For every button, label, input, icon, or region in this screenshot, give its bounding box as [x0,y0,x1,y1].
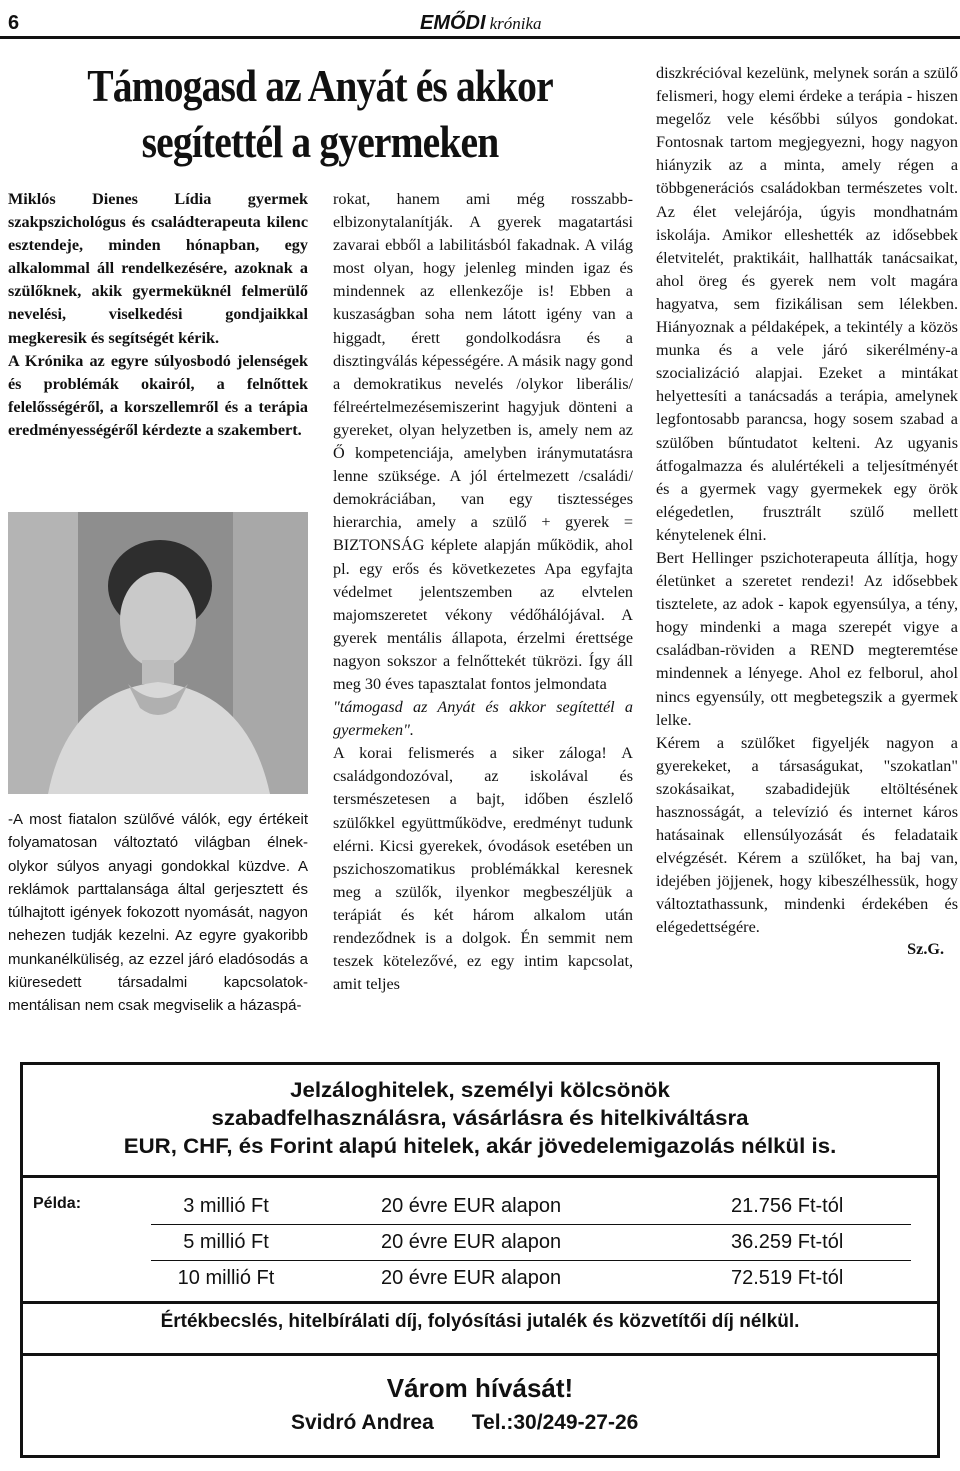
ad-divider-bottom [23,1353,937,1356]
article-column-1-body: -A most fiatalon szülővé válók, egy értékeit folyamatosan változtató világban élnek-olykor súlyos anyagi gondokkal küzdve. A reklámok parttalansága által gerjesztett és túlhajtott igények fokozott nyomását, nagyon nehezen tudják kezelni. Az egyre gyakoribb munkanélküliség, az ezzel járó eladósodás a kiüresedett társadalmi kapcsolatok-mentálisan nem csak megviselik a házaspá- [8,811,308,1015]
article-title [62,58,578,170]
portrait-illustration [8,512,308,794]
loan-term: 20 évre EUR alapon [381,1267,562,1289]
column-2-paragraph-2: A korai felismerés a siker záloga! A családgondozóval, az iskolával és tersmészetesen a bajt, időben észlelő szülőkkel együttműködve, eredményt tudunk elérni. Kicsi gyerekek, óvodások esetében un pszichoszomatikus problémákkal keresnek meg a szülők, ilyenkor megbeszéljük a terápiát és két három alkalom után rendeződnek is a dolgok. Én semmit nem teszek kötelezővé, ez egy intim kapcsolat, amit teljes [333,744,633,994]
loan-amount: 3 millió Ft [183,1195,269,1217]
loan-row [151,1261,911,1297]
masthead-brand: EMŐDI [420,12,486,34]
ad-headline-1: Jelzáloghitelek, személyi kölcsönök [290,1079,670,1102]
column-3-paragraph-2: Bert Hellinger pszichoterapeuta állítja, hogy életünket a szeretet rendezi! Az idősebbek tisztelete, az adok - kapok egyensúlya, a tény, hogy mindenki a maga szerepét vigye a családban-röviden a REND megteremtése mindennek a lényege. Ahol ez felborul, ahol nincs egyensúly, ott megbetegszik a gyermek lelke. [656,548,958,729]
column-2-paragraph: rokat, hanem ami még rosszabb- elbizonytalanítják. A gyerek magatartási zavarai ebből a labilitásból fakadnak. A világ most olyan, hogy jelenleg minden igaz és mindennek az ellenkezője is! Ebben a kuszaságban soha nem látott igény van a higgadt, érett gondolkodásra és a disztingválás képességére. A másik nagy gond a demokratikus nevelés /olykor liberális/ félreértelmezésemiszerint hagyjuk dönteni a gyereket, olyan helyzetben is, amely nem az Ő kompetenciája, amelyben iránymutatásra lenne szüksége. A jól értelmezett /családi/ demokráciában, van egy tisztességes hierarchia, amely a szülő + gyerek = BIZTONSÁG képlete alapján működik, ahol pl. egy erős és következetes Apa egyfajta védelmet jelentszemben az elvtelen majomszeretet vékony védőhálójával. A gyerek mentális állapota, érzelmi érettsége nagyon sokszor a felnőttekét tükrözi. Így áll meg 30 éves tapasztalat fontos jelmondata [333,190,633,693]
motto-quote: "támogasd az Anyát és akkor segítettél a gyermeken". [333,698,633,740]
masthead-section: krónika [489,14,542,33]
title-line-1: Támogasd az Anyát és akkor [87,60,553,111]
loan-term: 20 évre EUR alapon [381,1195,562,1217]
loan-rate: 21.756 Ft-tól [731,1195,844,1217]
ad-headline-2: szabadfelhasználásra, vásárlásra és hitelkiváltásra [211,1107,749,1130]
article-column-3 [656,62,958,961]
loan-rate: 72.519 Ft-tól [731,1267,844,1289]
ad-headline [23,1077,937,1161]
author-signature: Sz.G. [907,939,944,958]
contact-name: Svidró Andrea [291,1411,434,1434]
lead-paragraph-2: A Krónika az egyre súlyosbodó jelenségek és problémák okairól, a felnőttek felelősségéről, a korszellemről és a terápia eredményességéről kérdezte a szakembert. [8,351,308,439]
call-to-action: Várom hívását! [386,1373,574,1403]
loan-row [151,1225,911,1261]
loan-row [151,1189,911,1225]
contact-line [291,1411,638,1435]
contact-phone: Tel.:30/249-27-26 [471,1411,639,1434]
loan-rate: 36.259 Ft-tól [731,1231,844,1253]
page-number: 6 [8,12,20,34]
article-column-1 [8,188,308,442]
example-label: Példa: [33,1195,82,1212]
portrait-photo [8,512,308,794]
column-3-paragraph-3: Kérem a szülőket figyeljék nagyon a gyerekeket, a társaságukat, "szokatlan" szokásaikat, szabadidejük eltöltésének hasznosságát, a televízió és internet káros hatásainak ellensúlyozását és feladataik elvégzését. Kérem a szülőket, ha baj van, idejében jöjjenek, hogy kibeszélhessük, hogy változtathassunk, mindenki érdekében és elégedettségére. [656,733,958,937]
ad-headline-3: EUR, CHF, és Forint alapú hitelek, akár jövedelemigazolás nélkül is. [123,1135,837,1158]
loan-amount: 5 millió Ft [183,1231,269,1253]
header-rule [0,36,960,39]
lead-paragraph: Miklós Dienes Lídia gyermek szakpszichológus és családterapeuta kilenc esztendeje, minden hónapban, egy alkalommal áll rendelkezésére, azoknak a szülőknek, akik gyermeküknél felmerülő nevelési, viselkedési gondjaikkal megkeresik és segítségét kérik. [8,190,308,347]
column-3-paragraph: diszkrécióval kezelünk, melynek során a szülő felismeri, hogy elemi érdeke a terápia - hiszen megelőz vele későbbi súlyos gondokat. Fontosnak tartom megjegyezni, hogy nagyon hiányzik az a minta, amely régen a többgenerációs családokban természetes volt. Az élet velejárója, úgyis mondhatnám iskolája. Amikor elleshették az idősebbek életvitelét, praktikáit, hallhatták tanácsaikat, ahol öreg és gyerek nem volt magára hagyatva, sem fizikálisan sem lélekben. Hiányoznak a példaképek, a tekintély a közös munka és a vele járó sikerélmény-a szocializáció alapjai. Ezeket a mintákat helyettesíti a tanácsadás a terápia, amelynek legfontosabb parancsa, hogy sosem szabad a szülőben bűntudatot kelteni. Az ugyanis átfogalmazza és alulértékeli a teljesítményét és a gyermek vagy gyermekek egy örök elégedetlen, frusztrált szülő mellett kénytelenek élni. [656,64,958,544]
masthead [420,12,542,35]
loan-amount: 10 millió Ft [177,1267,275,1289]
ad-divider-mid [23,1301,937,1304]
ad-divider-top [23,1175,937,1178]
article-column-2 [333,188,633,996]
loan-term: 20 évre EUR alapon [381,1231,562,1253]
fees-note: Értékbecslés, hitelbírálati díj, folyósítási jutalék és közvetítői díj nélkül. [160,1311,800,1332]
loan-advertisement [20,1062,940,1458]
title-line-2: segítettél a gyermeken [141,116,499,167]
